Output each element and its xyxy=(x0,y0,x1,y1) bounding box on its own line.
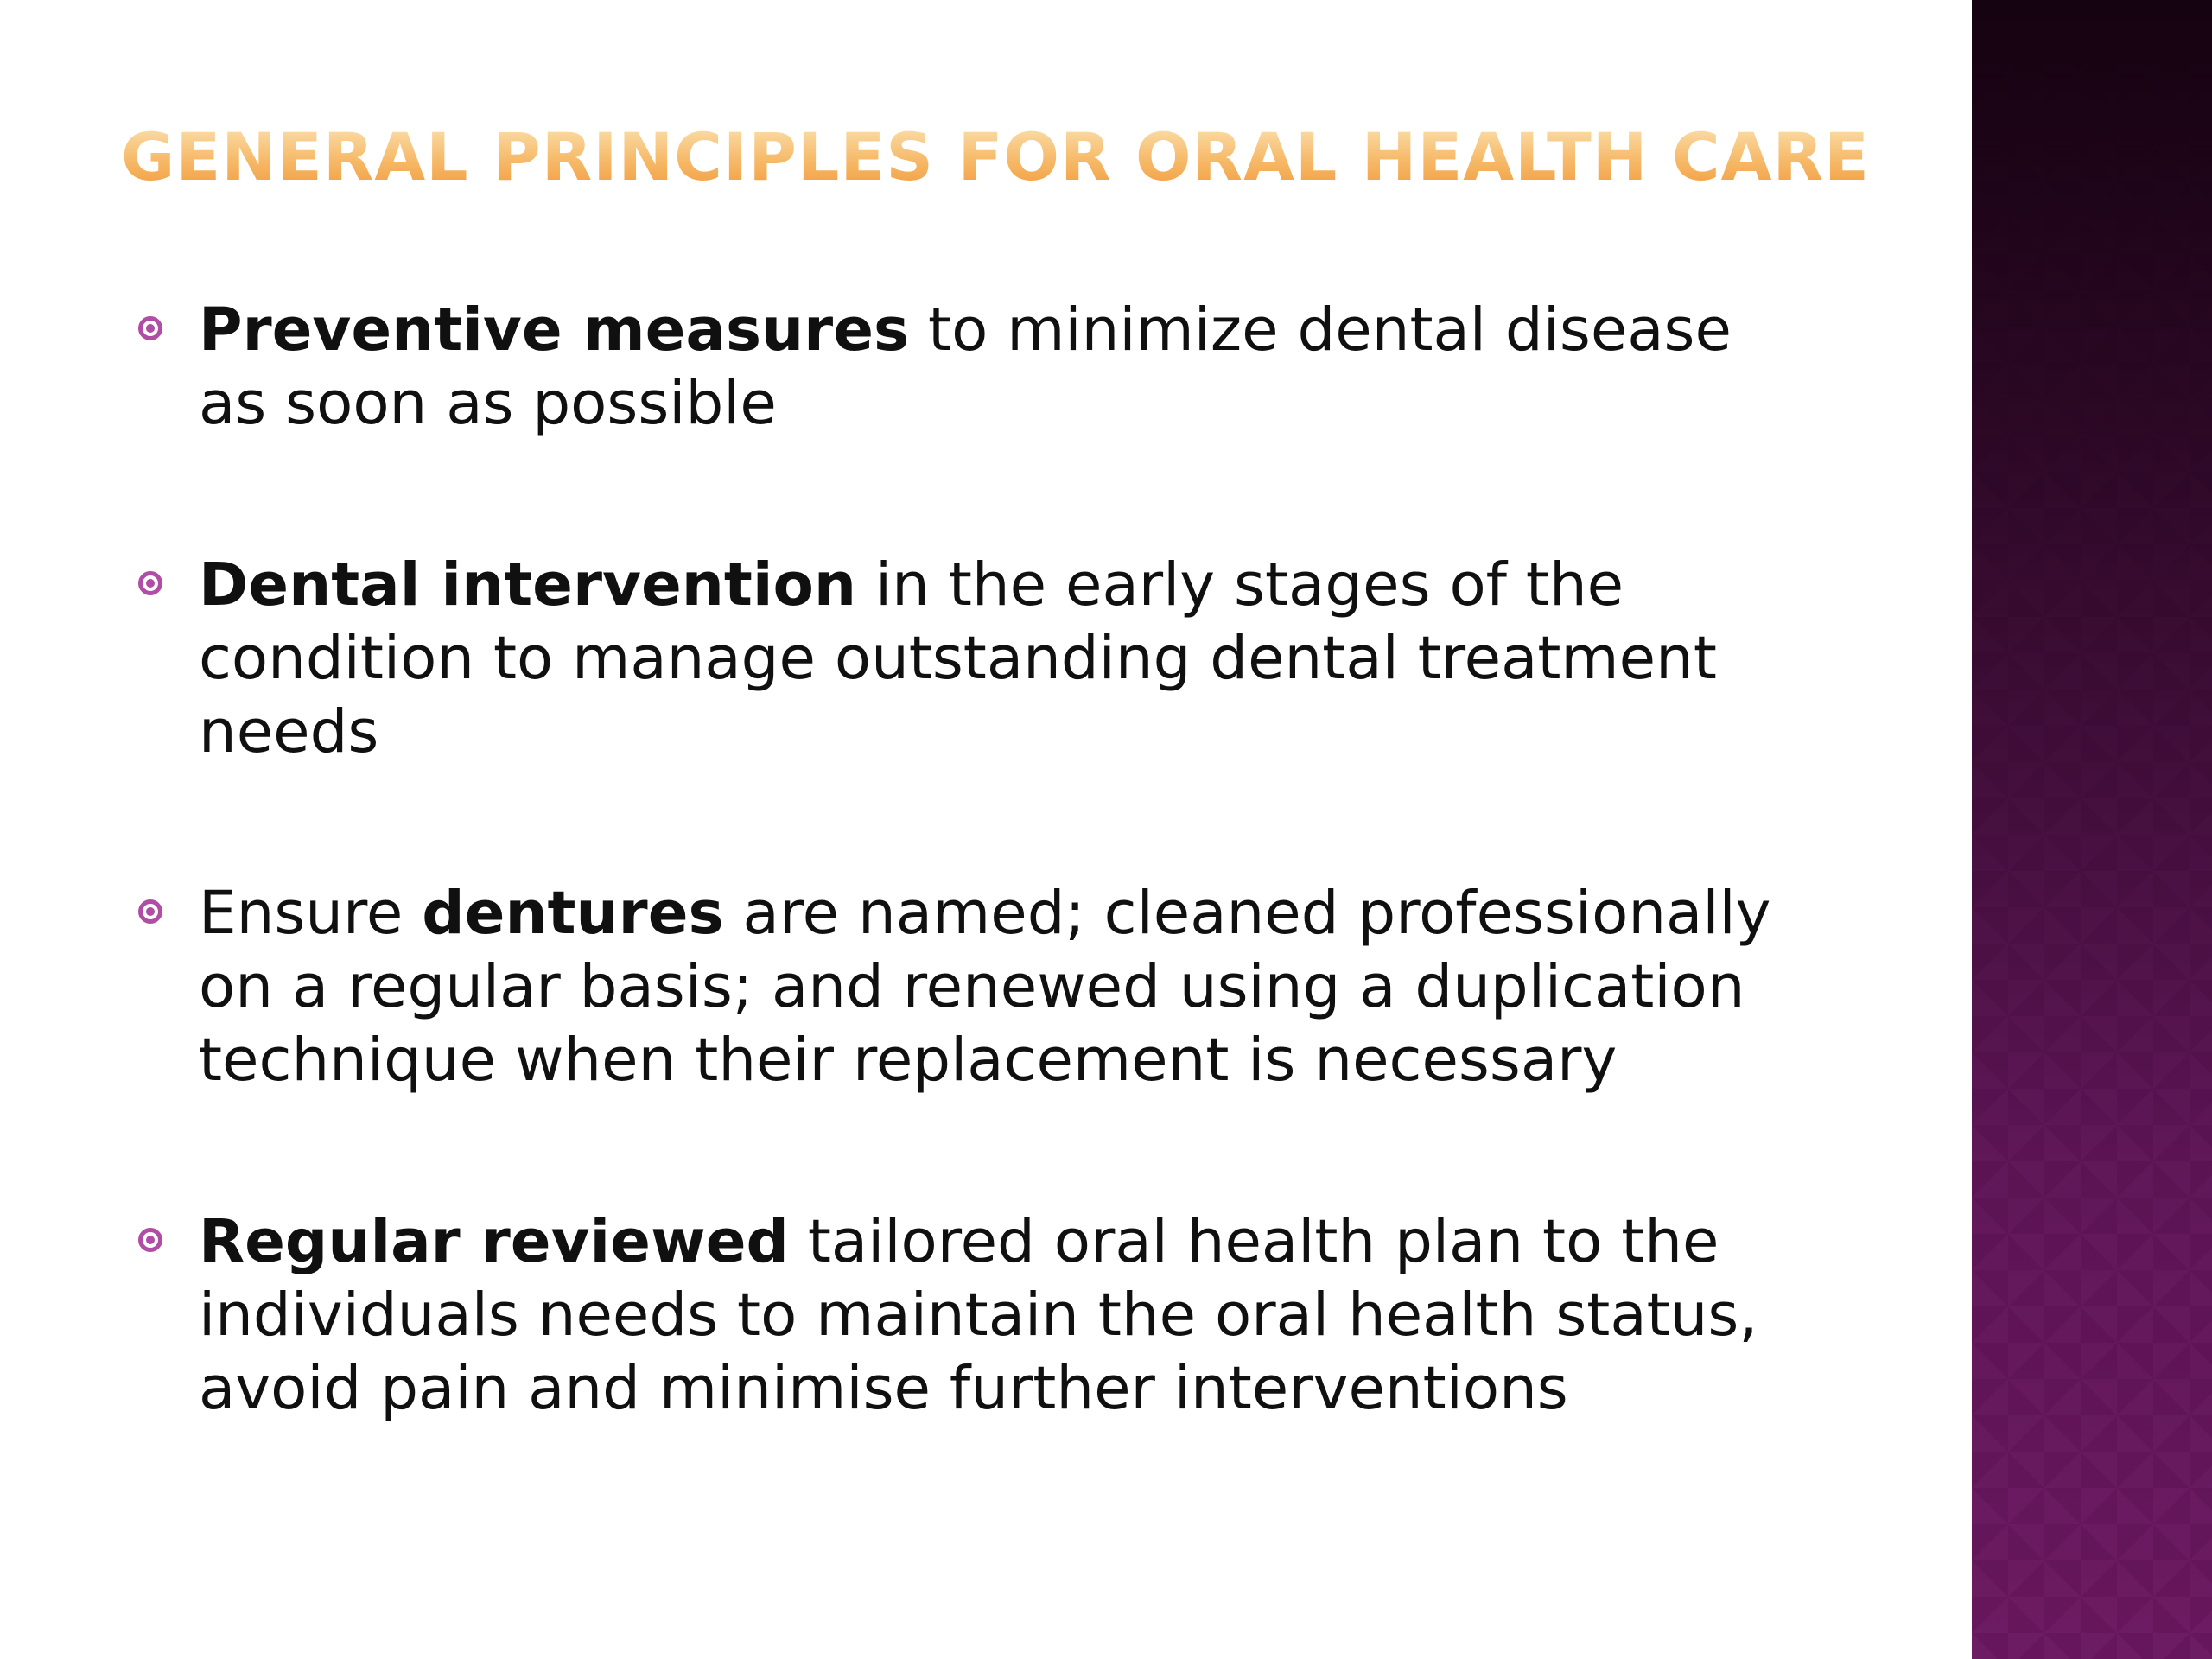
circled-dot-bullet-icon xyxy=(138,899,162,924)
bullet-post-text: in the early stages of the condition to manage outstanding dental treatment needs xyxy=(199,550,1717,766)
circled-dot-bullet-icon xyxy=(138,1228,162,1252)
bullet-text xyxy=(199,1207,1758,1423)
bullet-bold-text: Preventive measures xyxy=(199,296,910,365)
bullet-text xyxy=(199,879,1771,1095)
circled-dot-bullet-icon xyxy=(138,571,162,595)
side-panel-gradient xyxy=(1972,0,2212,1659)
bullet-item-dentures xyxy=(130,877,1815,1097)
slide-title: GENERAL PRINCIPLES FOR ORAL HEALTH CARE xyxy=(121,118,1870,195)
bullet-text xyxy=(199,296,1732,438)
bullet-item-preventive-measures xyxy=(130,294,1815,441)
bullet-bold-text: Dental intervention xyxy=(199,550,857,620)
bullet-list xyxy=(130,294,1815,1534)
bullet-text xyxy=(199,550,1717,766)
bullet-item-regular-reviewed xyxy=(130,1205,1815,1426)
bullet-post-text: to minimize dental disease as soon as possible xyxy=(199,296,1732,438)
bullet-pre-text: Ensure xyxy=(199,879,423,948)
bullet-post-text: tailored oral health plan to the individuals needs to maintain the oral health status, avoid pain and minimise further interventions xyxy=(199,1207,1758,1423)
bullet-item-dental-intervention xyxy=(130,549,1815,769)
circled-dot-bullet-icon xyxy=(138,316,162,340)
decorative-side-panel xyxy=(1972,0,2212,1659)
bullet-bold-text: Regular reviewed xyxy=(199,1207,789,1276)
bullet-post-text: are named; cleaned professionally on a regular basis; and renewed using a duplication technique when their replacement is necessary xyxy=(199,879,1771,1095)
bullet-bold-text: dentures xyxy=(422,879,724,948)
